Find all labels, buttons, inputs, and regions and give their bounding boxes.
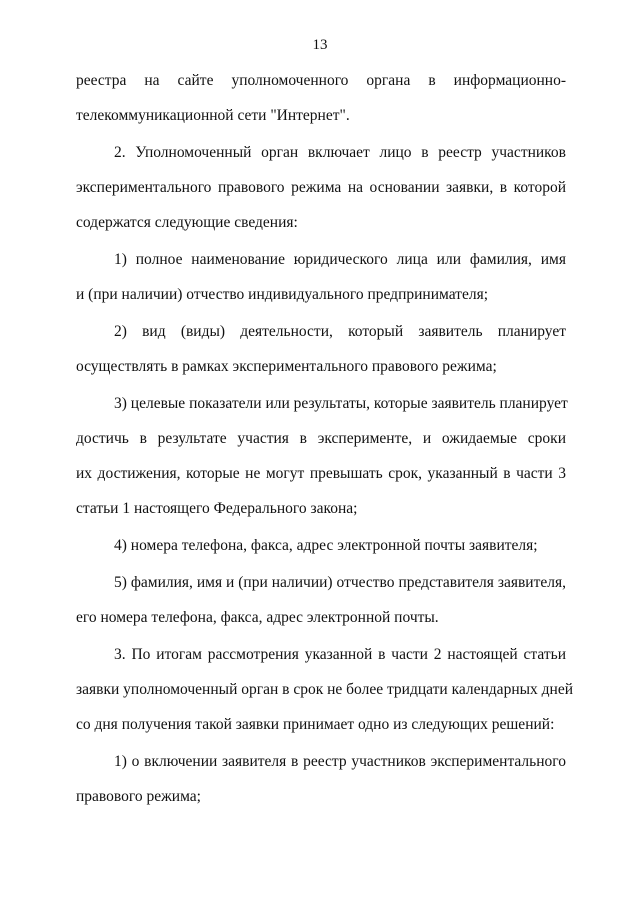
list-item-start: 2) вид (виды) деятельности, который заявитель планирует [114,323,566,340]
list-item-start: 3) целевые показатели или результаты, которые заявитель планирует [114,395,568,412]
text-line: статьи 1 настоящего Федерального закона; [76,500,358,517]
text-line: экспериментального правового режима на основании заявки, в которой [76,179,566,196]
paragraph-start: 3. По итогам рассмотрения указанной в части 2 настоящей статьи [114,646,566,663]
paragraph-start: 2. Уполномоченный орган включает лицо в реестр участников [114,144,566,161]
page-number: 13 [312,37,328,53]
list-item-start: 1) о включении заявителя в реестр участников экспериментального [114,753,566,770]
text-line: телекоммуникационной сети "Интернет". [76,107,350,124]
text-line: осуществлять в рамках экспериментального правового режима; [76,358,497,375]
text-line: со дня получения такой заявки принимает одно из следующих решений: [76,716,555,733]
text-line: их достижения, которые не могут превышать срок, указанный в части 3 [76,465,566,482]
list-item-start: 4) номера телефона, факса, адрес электронной почты заявителя; [114,537,538,554]
text-line: достичь в результате участия в эксперименте, и ожидаемые сроки [76,430,566,447]
text-line: правового режима; [76,788,201,805]
list-item-start: 5) фамилия, имя и (при наличии) отчество представителя заявителя, [114,574,566,591]
text-line: содержатся следующие сведения: [76,214,298,231]
list-item-start: 1) полное наименование юридического лица или фамилия, имя [114,251,566,268]
text-line: его номера телефона, факса, адрес электронной почты. [76,609,439,626]
text-line: заявки уполномоченный орган в срок не более тридцати календарных дней [76,681,574,698]
text-line: реестра на сайте уполномоченного органа в информационно- [76,72,566,89]
text-line: и (при наличии) отчество индивидуального предпринимателя; [76,286,488,303]
